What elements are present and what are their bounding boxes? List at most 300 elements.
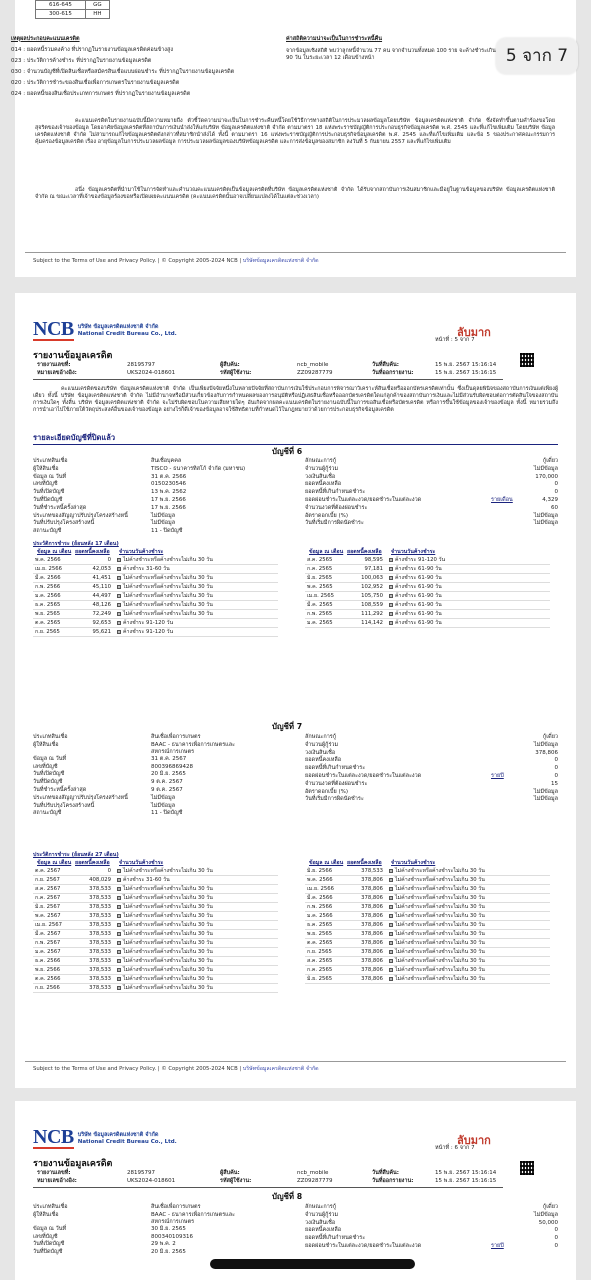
- history-balance: 97,181: [343, 565, 385, 574]
- status-marker-icon: [389, 905, 393, 909]
- footer-link[interactable]: บริษัทข้อมูลเครดิตแห่งชาติ จำกัด: [242, 258, 319, 264]
- detail-value: 9 ต.ค. 2567: [151, 787, 183, 793]
- table-row: [33, 984, 278, 993]
- history-month: พ.ย. 2566: [33, 966, 71, 975]
- history-status: [385, 592, 550, 601]
- report-page-5: NCB บริษัท ข้อมูลเครดิตแห่งชาติ จำกัด National Credit Bureau Co., Ltd. ลับมาก หน้าที่ : 5 จาก 7 รายงานข้อมูลเครดิต รายงานเลขที่: 28195797 หมายเลขอ้างอิง: UKS2024-018601 ผู้สืบค้น: ncb_mobile รหัสผู้ใช้งาน: ZZ09287779 วันที่สืบค้น: 15 พ.ย. 2567 15:16:14 วันที่ออกรายงาน: 15 พ.ย. 2567 15:16:15 คะแนนเครดิตของบริษัท ข้อมูลเครดิตแห่งชาติ จำกัด เป็นเพียงปัจจัยหนึ่งในหลายปัจจัยที่สถาบันการเงินใช้ประกอบการพิจารณาวิเคราะห์สินเชื่อหรือออกบัตรเครดิตเท่านั้น ซึ่งเป็นดุลยพินิจของสถาบันการเงินแต่เพียงผู้เดียว ทั้งนี้ บริษัท ข้อมูลเครดิตแห่งชาติ จำกัด ไม่มีอำนาจหรือมีส่วนเกี่ยวข้องกับการกำหนดผลของการอนุมัติหรือปฏิเสธสินเชื่อหรือออกบัตรเครดิตใดแก่ลูกค้าของสถาบันการเงินและไม่มีส่วนรับผิดชอบต่อการตัดสินใจของสถาบันการเงินใดๆ ทั้งสิ้น บริษัท ข้อมูลเครดิตแห่งชาติ จำกัด จะไม่รับผิดชอบในความเสียหายใดๆ อันเกิดจากผลคะแนนเครดิตในรายงานฉบับนี้ในการขอสินเชื่อหรือบัตรเครดิต หรือการขึ้นใช้ข้อมูลของเจ้าของข้อมูล ทั้งนี้ หมายรวมถึงการนำเอาไปใช้ภายใต้วัตถุประสงค์อื่นของเจ้าของข้อมูล อย่างไรก็ดีเจ้าของข้อมูลอาจใช้สิทธิตามที่กำหนดไว้ในกฎหมายว่าด้วยการประกอบธุรกิจข้อมูลเครดิต รายละเอียดบัญชีที่ปิดแล้ว บัญชีที่ 6 ประเภทสินเชื่อ สินเชื่อบุคคล ผู้ให้สินเชื่อ TISCO - ธนาคารทิสโก้ จำกัด (มหาชน) ข้อมูล ณ วันที่ 31 ต.ค. 2566 เลขที่บัญชี 0150230546 วันที่เปิดบัญชี 13 พ.ค. 2562 วันที่ปิดบัญชี 17 พ.ย. 2566 วันที่ชำระหนี้ครั้งล่าสุด 17 พ.ย. 2566 ประเภทของสัญญาปรับปรุงโครงสร้างหนี้ ไม่มีข้อมูล วันที่ปรับปรุงโครงสร้างหนี้ ไม่มีข้อมูล สถานะบัญชี 11 - ปิดบัญชี ลักษณะการกู้ กู้เดี่ยว จำนวนผู้กู้ร่วม ไม่มีข้อมูล วงเงินสินเชื่อ 170,000 ยอดหนี้คงเหลือ 0 ยอดหนี้ที่เกินกำหนดชำระ 0 ยอดผ่อนชำระในแต่ละงวด/ยอดชำระในแต่ละงวด 4,329 รายเดือน จำนวนงวดที่ต้องผ่อนชำระ 60 อัตราดอกเบี้ย (%) ไม่มีข้อมูล วันที่เริ่มมีการผิดนัดชำระ ไม่มีข้อมูล ประวัติการชำระ (ย้อนหลัง 17 เดือน) ข้อมูล ณ เดือน ยอดหนี้คงเหลือ จำนวนวันค้างชำระ ข้อมูล ณ เดือน ยอดหนี้คงเหลือ จำนวนวันค้างชำระ พ.ค. 2566 0 ไม่ค้างชำระหรือค้างชำระไม่เกิน 30 วัน เม.ย. 2566 42,053 ค้างชำระ 31-60 วัน มี.ค. 2566 41,451 ไม่ค้างชำระหรือค้างชำระไม่เกิน 30 วัน ก.พ. 2566 45,110 ไม่ค้างชำระหรือค้างชำระไม่เกิน 30 วัน ม.ค. 2566 44,497 ไม่ค้างชำระหรือค้างชำระไม่เกิน 30 วัน ธ.ค. 2565 48,126 ไม่ค้างชำระหรือค้างชำระไม่เกิน 30 วัน พ.ย. 2565 72,249 ไม่ค้างชำระหรือค้างชำระไม่เกิน 30 วัน ต.ค. 2565 92,653 ค้างชำระ 91-120 วัน ก.ย. 2565 95,621 ค้างชำระ 91-120 วัน ส.ค. 2565 98,595 ค้างชำระ 91-120 วัน ก.ค. 2565 97,181 ค้างชำระ 61-90 วัน มิ.ย. 2565 100,063 ค้างชำระ 61-90 วัน พ.ค. 2565 102,952 ค้างชำระ 61-90 วัน เม.ย. 2565 105,750 ค้างชำระ 61-90 วัน มี.ค. 2565 108,559 ค้างชำระ 61-90 วัน ก.พ. 2565 111,292 ค้างชำระ 61-90 วัน ม.ค. 2565 114,142 ค้างชำระ 61-90 วัน บัญชีที่ 7 ประเภทสินเชื่อ สินเชื่อเพื่อการเกษตร ผู้ให้สินเชื่อ BAAC - ธนาคารเพื่อการเกษตรและสหกรณ์การเกษตร ข้อมูล ณ วันที่ 31 ต.ค. 2567 เลขที่บัญชี 800396869428 วันที่เปิดบัญชี 20 มิ.ย. 2565 วันที่ปิดบัญชี 9 ต.ค. 2567 วันที่ชำระหนี้ครั้งล่าสุด 9 ต.ค. 2567 ประเภทของสัญญาปรับปรุงโครงสร้างหนี้ ไม่มีข้อมูล วันที่ปรับปรุงโครงสร้างหนี้ ไม่มีข้อมูล สถานะบัญชี 11 - ปิดบัญชี ลักษณะการกู้ กู้เดี่ยว จำนวนผู้กู้ร่วม ไม่มีข้อมูล วงเงินสินเชื่อ 378,806 ยอดหนี้คงเหลือ 0 ยอดหนี้ที่เกินกำหนดชำระ 0 ยอดผ่อนชำระในแต่ละงวด/ยอดชำระในแต่ละงวด 0 รายปี จำนวนงวดที่ต้องผ่อนชำระ 15 อัตราดอกเบี้ย (%) ไม่มีข้อมูล วันที่เริ่มมีการผิดนัดชำระ ไม่มีข้อมูล ประวัติการชำระ (ย้อนหลัง 27 เดือน) ข้อมูล ณ เดือน ยอดหนี้คงเหลือ จำนวนวันค้างชำระ ข้อมูล ณ เดือน ยอดหนี้คงเหลือ จำนวนวันค้างชำระ ต.ค. 2567 0 ไม่ค้างชำระหรือค้างชำระไม่เกิน 30 วัน ก.ย. 2567 408,029 ค้างชำระ 31-60 วัน ส.ค. 2567 378,533 ไม่ค้างชำระหรือค้างชำระไม่เกิน 30 วัน ก.ค. 2567 378,533 ไม่ค้างชำระหรือค้างชำระไม่เกิน 30 วัน มิ.ย. 2567 378,533 ไม่ค้างชำระหรือค้างชำระไม่เกิน 30 วัน พ.ค. 2567 378,533 ไม่ค้างชำระหรือค้างชำระไม่เกิน 30 วัน เม.ย. 2567 378,533 ไม่ค้างชำระหรือค้างชำระไม่เกิน 30 วัน มี.ค. 2567 378,533 ไม่ค้างชำระหรือค้างชำระไม่เกิน 30 วัน ก.พ. 2567 378,533 ไม่ค้างชำระหรือค้างชำระไม่เกิน 30 วัน ม.ค. 2567 378,533 ไม่ค้างชำระหรือค้างชำระไม่เกิน 30 วัน ธ.ค. 2566 378,533 ไม่ค้างชำระหรือค้างชำระไม่เกิน 30 วัน พ.ย. 2566 378,533 ไม่ค้างชำระหรือค้างชำระไม่เกิน 30 วัน ต.ค. 2566 378,533 ไม่ค้างชำระหรือค้างชำระไม่เกิน 30 วัน ก.ย. 2566 378,533 ไม่ค้างชำระหรือค้างชำระไม่เกิน 30 วัน มิ.ย. 2566 378,533 ไม่ค้างชำระหรือค้างชำระไม่เกิน 30 วัน พ.ค. 2566 378,806 ไม่ค้างชำระหรือค้างชำระไม่เกิน 30 วัน เม.ย. 2566 378,806 ไม่ค้างชำระหรือค้างชำระไม่เกิน 30 วัน มี.ค. 2566 378,806 ไม่ค้างชำระหรือค้างชำระไม่เกิน 30 วัน ก.พ. 2566 378,806 ไม่ค้างชำระหรือค้างชำระไม่เกิน 30 วัน ม.ค. 2566 378,806 ไม่ค้างชำระหรือค้างชำระไม่เกิน 30 วัน ธ.ค. 2565 378,806 ไม่ค้างชำระหรือค้างชำระไม่เกิน 30 วัน พ.ย. 2565 378,806 ไม่ค้างชำระหรือค้างชำระไม่เกิน 30 วัน ต.ค. 2565 378,806 ไม่ค้างชำระหรือค้างชำระไม่เกิน 30 วัน ก.ย. 2565 378,806 ไม่ค้างชำระหรือค้างชำระไม่เกิน 30 วัน ส.ค. 2565 378,806 ไม่ค้างชำระหรือค้างชำระไม่เกิน 30 วัน ก.ค. 2565 378,806 ไม่ค้างชำระหรือค้างชำระไม่เกิน 30 วัน มิ.ย. 2565 378,806 ไม่ค้างชำระหรือค้างชำระไม่เกิน 30 วัน Subject to the Terms of Use and Privacy Policy. | © Copyright 2005-2024 NCB | บริษัทข้อมูลเครดิตแห่งชาติ จำกัด: [15, 293, 576, 1088]
- status-marker-icon: [117, 905, 121, 909]
- history-status-text: ไม่ค้างชำระหรือค้างชำระไม่เกิน 30 วัน: [395, 931, 485, 937]
- history-month: ก.ค. 2565: [305, 966, 343, 975]
- history-balance: 408,029: [71, 876, 113, 885]
- detail-label: วันที่ปรับปรุงโครงสร้างหนี้: [33, 802, 95, 809]
- reasons-heading: เหตุผลประกอบคะแนนเครดิต: [11, 36, 80, 42]
- history-status: [385, 894, 550, 903]
- history-status-text: ค้างชำระ 61-90 วัน: [395, 620, 442, 626]
- detail-label: ข้อมูล ณ วันที่: [33, 1225, 67, 1232]
- history-month: ส.ค. 2567: [33, 885, 71, 894]
- redaction-bar: [210, 1259, 415, 1269]
- account-6-history-table-right: [305, 556, 550, 628]
- status-marker-icon: [389, 594, 393, 598]
- history-balance: 378,806: [343, 939, 385, 948]
- detail-value: ไม่มีข้อมูล: [533, 796, 558, 803]
- table-row: [33, 876, 278, 885]
- history-status-text: ไม่ค้างชำระหรือค้างชำระไม่เกิน 30 วัน: [395, 904, 485, 910]
- table-row: [305, 939, 550, 948]
- status-marker-icon: [117, 932, 121, 936]
- company-name-th: บริษัท ข้อมูลเครดิตแห่งชาติ จำกัด: [77, 324, 159, 330]
- table-row: [33, 592, 278, 601]
- history-status: [113, 601, 278, 610]
- table-row: [305, 930, 550, 939]
- detail-value: 0: [554, 773, 558, 779]
- detail-value: 17 พ.ย. 2566: [151, 497, 186, 503]
- history-month: ก.ค. 2567: [33, 894, 71, 903]
- status-marker-icon: [389, 914, 393, 918]
- reasons-list: [11, 47, 234, 102]
- header-divider: [33, 1187, 503, 1188]
- history-status-text: ไม่ค้างชำระหรือค้างชำระไม่เกิน 30 วัน: [123, 976, 213, 982]
- status-marker-icon: [389, 585, 393, 589]
- history-status: [113, 966, 278, 975]
- history-status-text: ไม่ค้างชำระหรือค้างชำระไม่เกิน 30 วัน: [123, 904, 213, 910]
- detail-label: วันที่เริ่มมีการผิดนัดชำระ: [305, 796, 364, 803]
- status-marker-icon: [117, 585, 121, 589]
- detail-label: สถานะบัญชี: [33, 810, 62, 817]
- history-balance: 378,806: [343, 975, 385, 984]
- score-note: อนึ่ง ข้อมูลเครดิตที่นำมาใช้ในการจัดทำและคำนวณคะแนนเครดิตเป็นข้อมูลเครดิตที่บริษัท ข้อมูลเครดิตแห่งชาติ จำกัด ได้รับจากสถาบันการเงินสมาชิกและมีอยู่ในฐานข้อมูลของบริษัท ข้อมูลเครดิตแห่งชาติ จำกัด ณ ขณะเวลาที่เจ้าของข้อมูลร้องขอหรือเปิดเผยคะแนนเครดิต (คะแนนเครดิตนั้นอาจเปลี่ยนแปลงได้ในแต่ละช่วงเวลา): [35, 187, 555, 200]
- detail-value: 9 ต.ค. 2567: [151, 779, 183, 786]
- history-status-text: ไม่ค้างชำระหรือค้างชำระไม่เกิน 30 วัน: [395, 958, 485, 964]
- history-balance: 378,533: [71, 966, 113, 975]
- status-marker-icon: [117, 950, 121, 954]
- status-marker-icon: [117, 612, 121, 616]
- history-balance: 378,533: [71, 939, 113, 948]
- account-8-title: บัญชีที่ 8: [272, 1192, 303, 1201]
- reason-item: 024 : ยอดหนี้ของสินเชื่อประเภทการเกษตร ที่ปรากฏในรายงานข้อมูลเครดิต: [11, 91, 191, 97]
- history-month: ธ.ค. 2565: [305, 921, 343, 930]
- history-month: มิ.ย. 2567: [33, 903, 71, 912]
- detail-label: ยอดหนี้คงเหลือ: [305, 1227, 342, 1234]
- history-status: [113, 885, 278, 894]
- history-status: [113, 975, 278, 984]
- table-row: [33, 966, 278, 975]
- history-balance: 378,533: [71, 903, 113, 912]
- detail-label: วันที่ปิดบัญชี: [33, 779, 63, 786]
- detail-label: จำนวนงวดที่ต้องผ่อนชำระ: [305, 780, 368, 787]
- table-row: [33, 903, 278, 912]
- history-month: มี.ค. 2565: [305, 601, 343, 610]
- history-month: พ.ค. 2566: [33, 556, 71, 565]
- history-status: [385, 610, 550, 619]
- history-status: [385, 565, 550, 574]
- history-status: [113, 957, 278, 966]
- status-marker-icon: [389, 603, 393, 607]
- report-title: รายงานข้อมูลเครดิต: [33, 1159, 113, 1169]
- status-marker-icon: [389, 621, 393, 625]
- history-status: [385, 957, 550, 966]
- footer-divider: [25, 252, 566, 253]
- status-marker-icon: [117, 567, 121, 571]
- status-marker-icon: [117, 968, 121, 972]
- status-marker-icon: [117, 878, 121, 882]
- qr-code-icon: [520, 353, 534, 367]
- history-month: มิ.ย. 2566: [305, 867, 343, 876]
- detail-value: 29 พ.ค. 2: [151, 1241, 176, 1248]
- status-marker-icon: [117, 594, 121, 598]
- report-title: รายงานข้อมูลเครดิต: [33, 351, 113, 361]
- detail-value: 15: [551, 780, 558, 787]
- history-balance: 378,806: [343, 948, 385, 957]
- history-balance: 45,110: [71, 583, 113, 592]
- detail-value: 50,000: [538, 1219, 558, 1226]
- history-status: [113, 912, 278, 921]
- history-status-text: ไม่ค้างชำระหรือค้างชำระไม่เกิน 30 วัน: [395, 940, 485, 946]
- status-marker-icon: [117, 941, 121, 945]
- detail-value: สินเชื่อเพื่อการเกษตร: [151, 1204, 201, 1210]
- history-status-text: ไม่ค้างชำระหรือค้างชำระไม่เกิน 30 วัน: [123, 602, 213, 608]
- detail-label: ประเภทสินเชื่อ: [33, 458, 68, 464]
- closed-accounts-title: รายละเอียดบัญชีที่ปิดแล้ว: [33, 433, 116, 442]
- history-status-text: ไม่ค้างชำระหรือค้างชำระไม่เกิน 30 วัน: [123, 985, 213, 991]
- history-status-text: ไม่ค้างชำระหรือค้างชำระไม่เกิน 30 วัน: [123, 611, 213, 617]
- detail-label: จำนวนผู้กู้ร่วม: [305, 741, 339, 748]
- detail-value: 0: [554, 757, 558, 764]
- detail-value: กู้เดี่ยว: [542, 734, 558, 740]
- detail-label: วันที่ชำระหนี้ครั้งล่าสุด: [33, 504, 87, 511]
- detail-label: ข้อมูล ณ วันที่: [33, 473, 67, 480]
- ncb-logo: NCB บริษัท ข้อมูลเครดิตแห่งชาติ จำกัด National Credit Bureau Co., Ltd.: [33, 1126, 177, 1148]
- detail-label: สถานะบัญชี: [33, 528, 62, 535]
- detail-label: ยอดหนี้ที่เกินกำหนดชำระ: [305, 489, 366, 496]
- history-status-text: ค้างชำระ 31-60 วัน: [123, 566, 170, 572]
- history-month: ส.ค. 2565: [305, 957, 343, 966]
- installment-frequency: รายปี: [491, 773, 504, 779]
- history-balance: 105,750: [343, 592, 385, 601]
- history-status-text: ไม่ค้างชำระหรือค้างชำระไม่เกิน 30 วัน: [123, 557, 213, 563]
- history-month: ธ.ค. 2565: [33, 601, 71, 610]
- history-month: ส.ค. 2565: [305, 556, 343, 565]
- table-row: [305, 903, 550, 912]
- history-month: ม.ค. 2567: [33, 948, 71, 957]
- history-month: พ.ค. 2565: [305, 583, 343, 592]
- detail-label: ประเภทสินเชื่อ: [33, 1204, 68, 1210]
- history-balance: 378,806: [343, 903, 385, 912]
- status-marker-icon: [117, 558, 121, 562]
- stats-text: จากข้อมูลเชิงสถิติ พบว่าลูกหนี้จำนวน 77 คน จากจำนวนทั้งหมด 100 ราย จะค้างชำระเกิน 90 วัน ในระยะเวลา 12 เดือนข้างหน้า: [286, 48, 496, 61]
- history-status: [113, 565, 278, 574]
- detail-label: ผู้ให้สินเชื่อ: [33, 465, 59, 472]
- history-month: เม.ย. 2567: [33, 921, 71, 930]
- reason-item: 023 : ประวัติการค้างชำระ ที่ปรากฏในรายงานข้อมูลเครดิต: [11, 58, 152, 64]
- history-status: [113, 556, 278, 565]
- detail-label: วันที่ชำระหนี้ครั้งล่าสุด: [33, 787, 87, 793]
- detail-value: TISCO - ธนาคารทิสโก้ จำกัด (มหาชน): [151, 465, 246, 472]
- detail-value: BAAC - ธนาคารเพื่อการเกษตรและสหกรณ์การเกษตร: [151, 741, 236, 755]
- history-balance: 42,053: [71, 565, 113, 574]
- table-row: [305, 975, 550, 984]
- detail-value: สินเชื่อบุคคล: [151, 458, 182, 464]
- detail-label: วงเงินสินเชื่อ: [305, 473, 336, 480]
- history-status: [385, 975, 550, 984]
- detail-value: กู้เดี่ยว: [542, 458, 558, 464]
- history-status-text: ไม่ค้างชำระหรือค้างชำระไม่เกิน 30 วัน: [123, 575, 213, 581]
- account-6-history-title: ประวัติการชำระ (ย้อนหลัง 17 เดือน): [33, 541, 119, 547]
- history-status-text: ค้างชำระ 61-90 วัน: [395, 593, 442, 599]
- detail-value: ไม่มีข้อมูล: [533, 1211, 558, 1218]
- history-balance: 378,533: [71, 984, 113, 993]
- history-status-text: ไม่ค้างชำระหรือค้างชำระไม่เกิน 30 วัน: [123, 958, 213, 964]
- history-status-text: ไม่ค้างชำระหรือค้างชำระไม่เกิน 30 วัน: [395, 895, 485, 901]
- status-marker-icon: [389, 567, 393, 571]
- history-status-text: ไม่ค้างชำระหรือค้างชำระไม่เกิน 30 วัน: [395, 967, 485, 973]
- status-marker-icon: [117, 923, 121, 927]
- history-month: มิ.ย. 2565: [305, 975, 343, 984]
- history-status-text: ค้างชำระ 31-60 วัน: [123, 877, 170, 883]
- history-status-text: ไม่ค้างชำระหรือค้างชำระไม่เกิน 30 วัน: [395, 886, 485, 892]
- history-balance: 378,806: [343, 930, 385, 939]
- history-balance: 378,806: [343, 894, 385, 903]
- detail-value: 31 ต.ค. 2566: [151, 473, 187, 480]
- history-balance: 378,533: [71, 930, 113, 939]
- detail-label: ข้อมูล ณ วันที่: [33, 755, 67, 762]
- history-status: [113, 984, 278, 993]
- company-name-en: National Credit Bureau Co., Ltd.: [77, 330, 177, 337]
- history-status-text: ค้างชำระ 91-120 วัน: [395, 557, 446, 563]
- history-status-text: ไม่ค้างชำระหรือค้างชำระไม่เกิน 30 วัน: [123, 593, 213, 599]
- detail-label: วันที่ปิดบัญชี: [33, 1249, 63, 1256]
- account-7-title: บัญชีที่ 7: [272, 722, 303, 731]
- detail-value: 31 ต.ค. 2567: [151, 755, 187, 762]
- detail-label: ลักษณะการกู้: [305, 458, 337, 464]
- detail-value: 30 มิ.ย. 2565: [151, 1225, 186, 1232]
- status-marker-icon: [117, 630, 121, 634]
- table-row: [33, 610, 278, 619]
- history-status: [385, 912, 550, 921]
- table-row: [305, 957, 550, 966]
- score-grade-table: [35, 0, 110, 19]
- history-status-text: ไม่ค้างชำระหรือค้างชำระไม่เกิน 30 วัน: [123, 886, 213, 892]
- table-row: [305, 876, 550, 885]
- status-marker-icon: [117, 603, 121, 607]
- history-status: [113, 903, 278, 912]
- page-number: หน้าที่ : 6 จาก 7: [435, 1145, 475, 1151]
- detail-label: ยอดหนี้ที่เกินกำหนดชำระ: [305, 765, 366, 772]
- history-status-text: ค้างชำระ 61-90 วัน: [395, 611, 442, 617]
- detail-value: กู้เดี่ยว: [542, 1204, 558, 1210]
- detail-value: ไม่มีข้อมูล: [151, 794, 176, 801]
- page-footer: Subject to the Terms of Use and Privacy Policy. | © Copyright 2005-2024 NCB | บริษัทข้อมูลเครดิตแห่งชาติ จำกัด: [33, 258, 319, 264]
- history-status: [385, 583, 550, 592]
- history-balance: 378,533: [71, 894, 113, 903]
- history-status-text: ไม่ค้างชำระหรือค้างชำระไม่เกิน 30 วัน: [123, 913, 213, 919]
- history-month: ธ.ค. 2566: [33, 957, 71, 966]
- history-month: ก.ย. 2566: [33, 984, 71, 993]
- confidential-label: ลับมาก: [457, 1134, 491, 1147]
- history-balance: 378,533: [71, 975, 113, 984]
- history-status: [113, 592, 278, 601]
- status-marker-icon: [389, 896, 393, 900]
- detail-value: ไม่มีข้อมูล: [533, 788, 558, 795]
- status-marker-icon: [389, 878, 393, 882]
- table-row: [305, 592, 550, 601]
- detail-value: ไม่มีข้อมูล: [533, 465, 558, 472]
- report-number: 28195797: [127, 362, 155, 368]
- history-balance: 44,497: [71, 592, 113, 601]
- stats-heading: ค่าสถิติความน่าจะเป็นในการชำระหนี้คืน: [286, 36, 383, 42]
- detail-label: ลักษณะการกู้: [305, 734, 337, 740]
- history-month: เม.ย. 2566: [305, 885, 343, 894]
- status-marker-icon: [117, 887, 121, 891]
- disclaimer: คะแนนเครดิตของบริษัท ข้อมูลเครดิตแห่งชาติ จำกัด เป็นเพียงปัจจัยหนึ่งในหลายปัจจัยที่สถาบันการเงินใช้ประกอบการพิจารณาวิเคราะห์สินเชื่อหรือออกบัตรเครดิตเท่านั้น ซึ่งเป็นดุลยพินิจของสถาบันการเงินแต่เพียงผู้เดียว ทั้งนี้ บริษัท ข้อมูลเครดิตแห่งชาติ จำกัด ไม่มีอำนาจหรือมีส่วนเกี่ยวข้องกับการกำหนดผลของการอนุมัติหรือปฏิเสธสินเชื่อหรือออกบัตรเครดิตใดแก่ลูกค้าของสถาบันการเงินและไม่มีส่วนรับผิดชอบต่อการตัดสินใจของสถาบันการเงินใดๆ ทั้งสิ้น บริษัท ข้อมูลเครดิตแห่งชาติ จำกัด จะไม่รับผิดชอบในความเสียหายใดๆ อันเกิดจากผลคะแนนเครดิตในรายงานฉบับนี้ในการขอสินเชื่อหรือบัตรเครดิต หรือการขึ้นใช้ข้อมูลของเจ้าของข้อมูล ทั้งนี้ หมายรวมถึงการนำเอาไปใช้ภายใต้วัตถุประสงค์อื่นของเจ้าของข้อมูล อย่างไรก็ดีเจ้าของข้อมูลอาจใช้สิทธิตามที่กำหนดไว้ในกฎหมายว่าด้วยการประกอบธุรกิจข้อมูลเครดิต: [33, 386, 558, 413]
- history-status: [385, 885, 550, 894]
- page-footer: Subject to the Terms of Use and Privacy Policy. | © Copyright 2005-2024 NCB | บริษัทข้อมูลเครดิตแห่งชาติ จำกัด: [33, 1066, 319, 1072]
- history-status: [385, 948, 550, 957]
- detail-value: 800340109316: [151, 1233, 193, 1240]
- detail-label: ประเภทของสัญญาปรับปรุงโครงสร้างหนี้: [33, 512, 128, 519]
- detail-label: วันที่ปิดบัญชี: [33, 497, 63, 503]
- history-month: เม.ย. 2566: [33, 565, 71, 574]
- report-date: 15 พ.ย. 2567 15:16:15: [435, 370, 497, 376]
- history-status-text: ไม่ค้างชำระหรือค้างชำระไม่เกิน 30 วัน: [123, 868, 213, 874]
- detail-value: 20 มิ.ย. 2565: [151, 1249, 186, 1256]
- report-page-4: [11, 0, 576, 277]
- history-status-text: ไม่ค้างชำระหรือค้างชำระไม่เกิน 30 วัน: [395, 976, 485, 982]
- detail-value: 0: [554, 489, 558, 496]
- footer-divider: [25, 1061, 566, 1062]
- history-balance: 111,292: [343, 610, 385, 619]
- history-month: เม.ย. 2565: [305, 592, 343, 601]
- history-status-text: ค้างชำระ 91-120 วัน: [123, 629, 174, 635]
- detail-value: สินเชื่อเพื่อการเกษตร: [151, 734, 201, 740]
- detail-value: ไม่มีข้อมูล: [533, 512, 558, 519]
- detail-value: 800396869428: [151, 763, 193, 770]
- detail-label: วันที่เปิดบัญชี: [33, 771, 65, 778]
- status-marker-icon: [389, 887, 393, 891]
- history-status: [113, 619, 278, 628]
- history-status: [385, 619, 550, 628]
- table-row: [33, 930, 278, 939]
- history-balance: 378,533: [71, 912, 113, 921]
- history-status: [385, 930, 550, 939]
- detail-value: BAAC - ธนาคารเพื่อการเกษตรและสหกรณ์การเกษตร: [151, 1211, 236, 1225]
- detail-label: ยอดผ่อนชำระในแต่ละงวด/ยอดชำระในแต่ละงวด: [305, 1243, 422, 1249]
- detail-label: วันที่ปรับปรุงโครงสร้างหนี้: [33, 520, 95, 527]
- detail-label: วันที่เปิดบัญชี: [33, 1241, 65, 1248]
- history-status: [113, 574, 278, 583]
- installment-frequency: รายปี: [491, 1243, 504, 1249]
- history-month: พ.ย. 2565: [33, 610, 71, 619]
- history-status: [113, 939, 278, 948]
- history-balance: 378,806: [343, 912, 385, 921]
- history-balance: 378,533: [71, 885, 113, 894]
- detail-value: 11 - ปิดบัญชี: [151, 528, 183, 535]
- detail-label: วันที่เปิดบัญชี: [33, 489, 65, 496]
- requester: ncb_mobile: [297, 362, 329, 368]
- history-status-text: ไม่ค้างชำระหรือค้างชำระไม่เกิน 30 วัน: [123, 584, 213, 590]
- detail-label: จำนวนงวดที่ต้องผ่อนชำระ: [305, 504, 368, 511]
- detail-value: 0: [554, 481, 558, 488]
- history-month: ก.พ. 2567: [33, 939, 71, 948]
- table-row: [305, 948, 550, 957]
- detail-value: ไม่มีข้อมูล: [151, 520, 176, 527]
- detail-label: เลขที่บัญชี: [33, 481, 58, 488]
- detail-value: 378,806: [535, 749, 558, 756]
- history-month: ก.ย. 2565: [305, 948, 343, 957]
- page-number: หน้าที่ : 5 จาก 7: [435, 337, 475, 343]
- history-balance: 378,806: [343, 957, 385, 966]
- history-status: [113, 610, 278, 619]
- table-row: [305, 556, 550, 565]
- table-row: [33, 556, 278, 565]
- detail-label: วงเงินสินเชื่อ: [305, 1219, 336, 1226]
- detail-value: ไม่มีข้อมูล: [151, 802, 176, 809]
- account-6-title: บัญชีที่ 6: [272, 447, 303, 456]
- history-balance: 114,142: [343, 619, 385, 628]
- table-row: [33, 574, 278, 583]
- detail-label: เลขที่บัญชี: [33, 1233, 58, 1240]
- table-row: [33, 939, 278, 948]
- history-month: ม.ค. 2566: [33, 592, 71, 601]
- history-status: [385, 966, 550, 975]
- status-marker-icon: [117, 576, 121, 580]
- history-status-text: ไม่ค้างชำระหรือค้างชำระไม่เกิน 30 วัน: [123, 895, 213, 901]
- table-row: [33, 912, 278, 921]
- history-month: ม.ค. 2565: [305, 619, 343, 628]
- account-7-history-table-left: [33, 867, 278, 993]
- history-balance: 378,533: [71, 921, 113, 930]
- installment-frequency: รายเดือน: [491, 497, 513, 503]
- detail-label: ยอดหนี้ที่เกินกำหนดชำระ: [305, 1235, 366, 1242]
- history-balance: 378,806: [343, 921, 385, 930]
- table-row: [33, 565, 278, 574]
- history-month: ก.ค. 2565: [305, 565, 343, 574]
- history-status-text: ค้างชำระ 61-90 วัน: [395, 602, 442, 608]
- history-status: [113, 948, 278, 957]
- history-month: ต.ค. 2567: [33, 867, 71, 876]
- history-status-text: ค้างชำระ 61-90 วัน: [395, 566, 442, 572]
- status-marker-icon: [117, 621, 121, 625]
- history-status: [113, 921, 278, 930]
- table-row: 616-645 GG: [36, 1, 110, 10]
- footer-link[interactable]: บริษัทข้อมูลเครดิตแห่งชาติ จำกัด: [242, 1066, 319, 1072]
- report-page-6: NCB บริษัท ข้อมูลเครดิตแห่งชาติ จำกัด National Credit Bureau Co., Ltd. ลับมาก หน้าที่ : 6 จาก 7 รายงานข้อมูลเครดิต รายงานเลขที่: 28195797 หมายเลขอ้างอิง: UKS2024-018601 ผู้สืบค้น: ncb_mobile รหัสผู้ใช้งาน: ZZ09287779 วันที่สืบค้น: 15 พ.ย. 2567 15:16:14 วันที่ออกรายงาน: 15 พ.ย. 2567 15:16:15 บัญชีที่ 8 ประเภทสินเชื่อ สินเชื่อเพื่อการเกษตร ผู้ให้สินเชื่อ BAAC - ธนาคารเพื่อการเกษตรและสหกรณ์การเกษตร ข้อมูล ณ วันที่ 30 มิ.ย. 2565 เลขที่บัญชี 800340109316 วันที่เปิดบัญชี 29 พ.ค. 2 วันที่ปิดบัญชี 20 มิ.ย. 2565 ลักษณะการกู้ กู้เดี่ยว จำนวนผู้กู้ร่วม ไม่มีข้อมูล วงเงินสินเชื่อ 50,000 ยอดหนี้คงเหลือ 0 ยอดหนี้ที่เกินกำหนดชำระ 0 ยอดผ่อนชำระในแต่ละงวด/ยอดชำระในแต่ละงวด 0 รายปี: [15, 1101, 576, 1280]
- detail-value: ไม่มีข้อมูล: [533, 741, 558, 748]
- history-status: [113, 894, 278, 903]
- reference-number: UKS2024-018601: [127, 370, 176, 376]
- history-status: [385, 556, 550, 565]
- history-status-text: ไม่ค้างชำระหรือค้างชำระไม่เกิน 30 วัน: [123, 967, 213, 973]
- history-balance: 108,559: [343, 601, 385, 610]
- history-month: พ.ย. 2565: [305, 930, 343, 939]
- status-marker-icon: [389, 941, 393, 945]
- account-7-history-title: ประวัติการชำระ (ย้อนหลัง 27 เดือน): [33, 852, 119, 858]
- detail-value: 0: [554, 1227, 558, 1234]
- status-marker-icon: [389, 612, 393, 616]
- history-status: [385, 876, 550, 885]
- history-status-text: ไม่ค้างชำระหรือค้างชำระไม่เกิน 30 วัน: [123, 949, 213, 955]
- detail-label: เลขที่บัญชี: [33, 763, 58, 770]
- history-balance: 95,621: [71, 628, 113, 637]
- history-status: [385, 867, 550, 876]
- status-marker-icon: [117, 959, 121, 963]
- history-month: ต.ค. 2565: [305, 939, 343, 948]
- history-balance: 48,126: [71, 601, 113, 610]
- history-status-text: ไม่ค้างชำระหรือค้างชำระไม่เกิน 30 วัน: [395, 922, 485, 928]
- detail-label: อัตราดอกเบี้ย (%): [305, 788, 348, 795]
- table-row: [305, 583, 550, 592]
- history-balance: 378,806: [343, 966, 385, 975]
- status-marker-icon: [117, 896, 121, 900]
